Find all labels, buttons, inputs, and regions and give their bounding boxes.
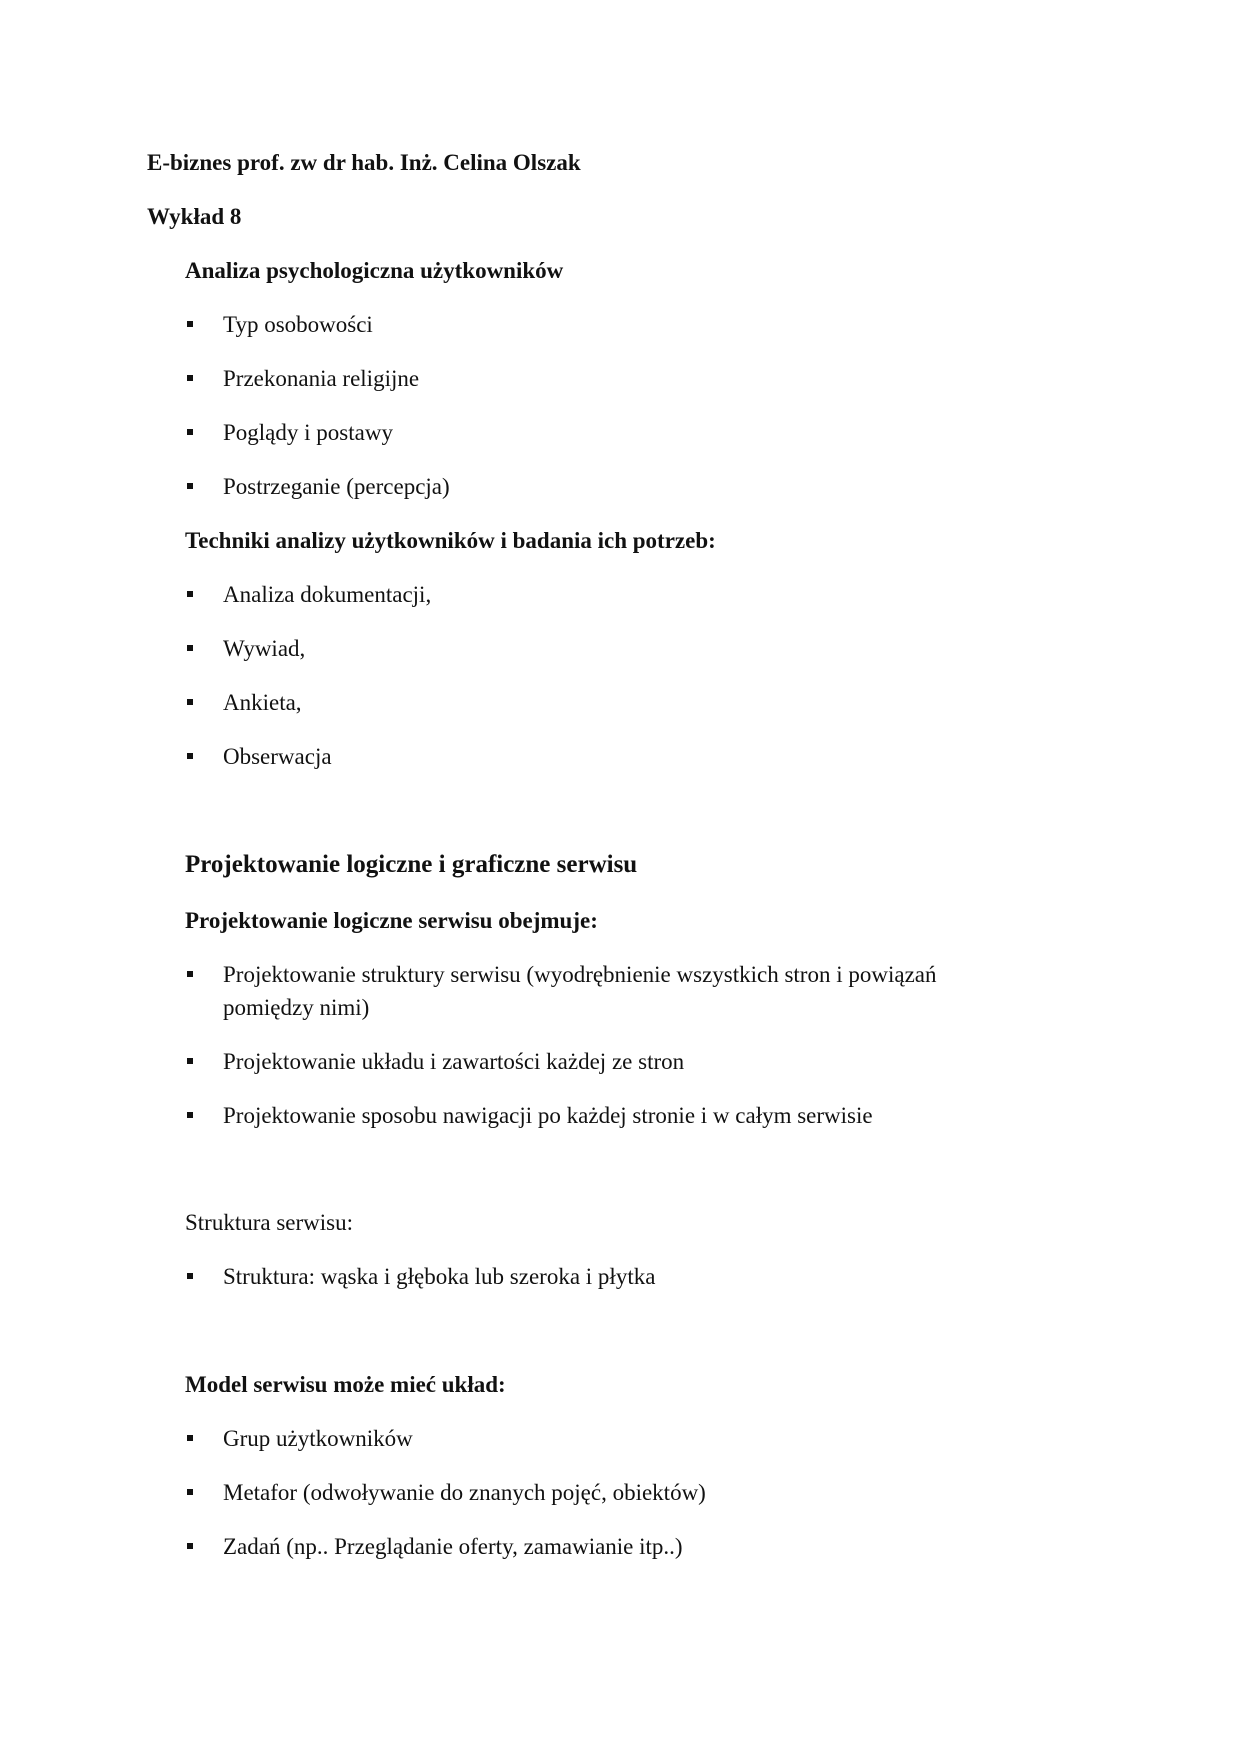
bullet-icon — [187, 1112, 193, 1118]
bullet-icon — [187, 1543, 193, 1549]
list-item: Zadań (np.. Przeglądanie oferty, zamawianie itp..) — [223, 1534, 683, 1559]
list-item: Projektowanie struktury serwisu (wyodrębnienie wszystkich stron i powiązań pomiędzy nimi) — [223, 962, 937, 1020]
list-item: Ankieta, — [223, 690, 302, 715]
list-item: Grup użytkowników — [223, 1426, 413, 1451]
list-item: Przekonania religijne — [223, 366, 420, 391]
list-item: Analiza dokumentacji, — [223, 582, 432, 607]
section-title-techniques: Techniki analizy użytkowników i badania ich potrzeb: — [185, 528, 716, 553]
bullet-icon — [187, 753, 193, 759]
bullet-icon — [187, 321, 193, 327]
bullet-icon — [187, 1273, 193, 1279]
bullet-icon — [187, 1435, 193, 1441]
list-item: Metafor (odwoływanie do znanych pojęć, obiektów) — [223, 1480, 706, 1505]
course-title: E-biznes prof. zw dr hab. Inż. Celina Olszak — [147, 150, 581, 175]
bullet-icon — [187, 1058, 193, 1064]
bullet-icon — [187, 483, 193, 489]
section-heading-design: Projektowanie logiczne i graficzne serwisu — [185, 851, 638, 878]
list-item: Projektowanie układu i zawartości każdej ze stron — [223, 1049, 685, 1074]
bullet-icon — [187, 699, 193, 705]
bullet-icon — [187, 1489, 193, 1495]
bullet-icon — [187, 591, 193, 597]
section-subtitle-logical: Projektowanie logiczne serwisu obejmuje: — [185, 908, 598, 933]
list-item: Wywiad, — [223, 636, 306, 661]
bullet-icon — [187, 375, 193, 381]
list-item: Obserwacja — [223, 744, 332, 769]
lecture-title: Wykład 8 — [147, 204, 242, 229]
list-item: Postrzeganie (percepcja) — [223, 474, 450, 499]
bullet-icon — [187, 645, 193, 651]
section-title-model: Model serwisu może mieć układ: — [185, 1372, 506, 1397]
list-item: Struktura: wąska i głęboka lub szeroka i płytka — [223, 1264, 656, 1289]
section-title-psych: Analiza psychologiczna użytkowników — [185, 258, 564, 283]
bullet-icon — [187, 971, 193, 977]
list-item: Poglądy i postawy — [223, 420, 393, 445]
section-title-structure: Struktura serwisu: — [185, 1210, 354, 1235]
bullet-icon — [187, 429, 193, 435]
list-item: Typ osobowości — [223, 312, 373, 337]
list-item: Projektowanie sposobu nawigacji po każdej stronie i w całym serwisie — [223, 1103, 873, 1128]
